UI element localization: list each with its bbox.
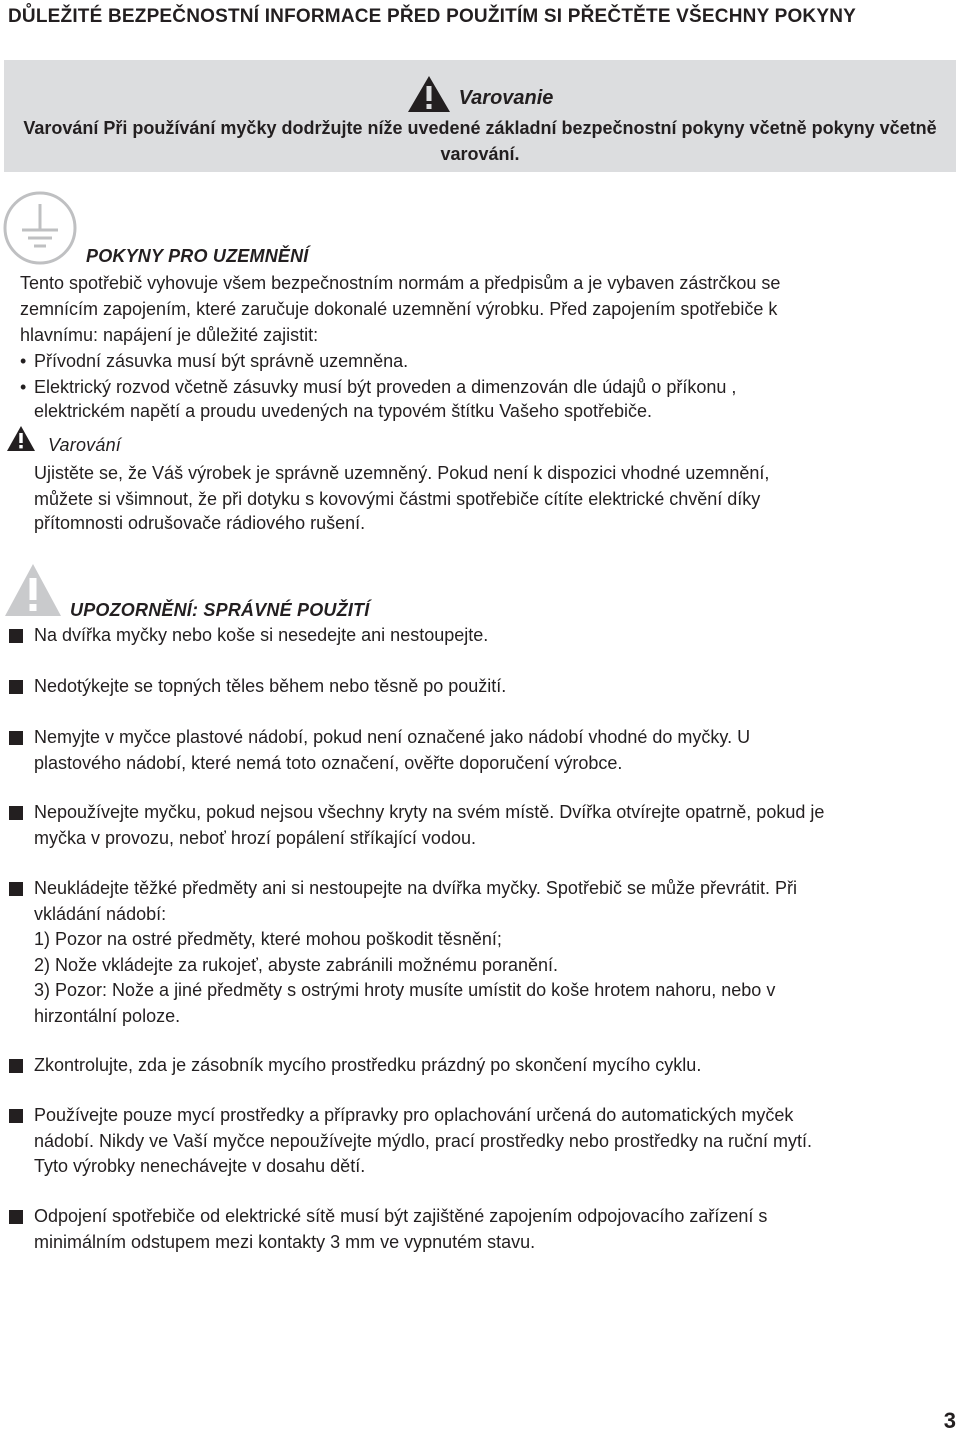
bullet-square	[9, 731, 23, 745]
page-title: DŮLEŽITÉ BEZPEČNOSTNÍ INFORMACE PŘED POUŽITÍM SI PŘEČTĚTE VŠECHNY POKYNY	[8, 6, 857, 27]
warning-box-text: Varování Při používání myčky dodržujte níže uvedené základní bezpečnostní pokyny včetně pokyny včetně varování.	[23, 118, 937, 164]
caution-triangle-icon	[4, 562, 62, 618]
list-item-line: Odpojení spotřebiče od elektrické sítě musí být zajištěné zapojením odpojovacího zařízení s	[34, 1206, 768, 1226]
list-item	[34, 1053, 958, 1079]
grounding-bullet: elektrickém napětí a proudu uvedených na typovém štítku Vašeho spotřebiče.	[34, 401, 653, 421]
grounding-warning-line: přítomnosti odrušovače rádiového rušení.	[34, 513, 366, 533]
bullet-dot: •	[20, 377, 27, 397]
list-item-line: Tyto výrobky nenechávejte v dosahu dětí.	[34, 1156, 366, 1176]
usage-title: UPOZORNĚNÍ: SPRÁVNÉ POUŽITÍ	[70, 600, 370, 620]
list-item-line: myčka v provozu, neboť hrozí popálení stříkající vodou.	[34, 827, 476, 848]
bullet-dot: •	[20, 351, 27, 371]
list-item	[34, 800, 958, 851]
list-item-line: Používejte pouze mycí prostředky a přípravky pro oplachování určená do automatických myček	[34, 1105, 794, 1125]
list-item-line: minimálním odstupem mezi kontakty 3 mm ve vypnutém stavu.	[34, 1231, 536, 1252]
warning-box-heading: Varovanie	[458, 87, 554, 109]
ground-symbol-icon	[2, 190, 78, 266]
page-number: 3	[943, 1408, 956, 1433]
grounding-title: POKYNY PRO UZEMNĚNÍ	[86, 246, 309, 266]
grounding-line: Tento spotřebič vyhovuje všem bezpečnostním normám a předpisům a je vybaven zástrčkou se	[20, 273, 781, 293]
list-item	[34, 623, 958, 649]
bullet-square	[9, 629, 23, 643]
list-item-line: Nedotýkejte se topných těles během nebo těsně po použití.	[34, 676, 507, 696]
warning-box-heading-row	[4, 74, 956, 114]
list-item-line: Nepoužívejte myčku, pokud nejsou všechny kryty na svém místě. Dvířka otvírejte opatrně, pokud je	[34, 802, 825, 822]
list-item	[34, 725, 958, 776]
grounding-warning-heading: Varování	[48, 435, 121, 455]
bullet-square	[9, 1210, 23, 1224]
list-item	[34, 1204, 958, 1255]
list-item-line: nádobí. Nikdy ve Vaší myčce nepoužívejte mýdlo, prací prostředky nebo prostředky na ruční mytí.	[34, 1130, 813, 1151]
list-item	[34, 674, 958, 700]
list-item	[34, 1103, 958, 1180]
bullet-square	[9, 1059, 23, 1073]
bullet-square	[9, 1109, 23, 1123]
list-item-line: vkládání nádobí:	[34, 903, 167, 924]
list-item-line: Zkontrolujte, zda je zásobník mycího prostředku prázdný po skončení mycího cyklu.	[34, 1055, 702, 1075]
bullet-square	[9, 680, 23, 694]
warning-triangle-icon	[6, 425, 36, 453]
list-item-line: Neukládejte těžké předměty ani si nestoupejte na dvířka myčky. Spotřebič se může převrátit. Při	[34, 878, 798, 898]
warning-box	[4, 60, 956, 172]
list-item-line: 2) Nože vkládejte za rukojeť, abyste zabránili možnému poranění.	[34, 954, 559, 975]
list-item-line: 1) Pozor na ostré předměty, které mohou poškodit těsnění;	[34, 929, 502, 949]
list-item-line: 3) Pozor: Nože a jiné předměty s ostrými hroty musíte umístit do koše hrotem nahoru, nebo v	[34, 980, 776, 1000]
bullet-square	[9, 882, 23, 896]
grounding-bullet: Přívodní zásuvka musí být správně uzemněna.	[34, 351, 409, 371]
warning-triangle-icon	[407, 74, 451, 114]
list-item	[34, 876, 958, 1029]
list-item-line: Na dvířka myčky nebo koše si nesedejte ani nestoupejte.	[34, 625, 489, 645]
grounding-warning-line: Ujistěte se, že Váš výrobek je správně uzemněný. Pokud není k dispozici vhodné uzemnění,	[34, 463, 770, 483]
grounding-line: hlavnímu: napájení je důležité zajistit:	[20, 325, 319, 345]
list-item-line: hirzontální poloze.	[34, 1005, 181, 1026]
grounding-line: zemnícím zapojením, které zaručuje dokonalé uzemnění výrobku. Před zapojením spotřebiče k	[20, 299, 778, 319]
list-item-line: plastového nádobí, které nemá toto označení, ověřte doporučení výrobce.	[34, 752, 623, 773]
bullet-square	[9, 806, 23, 820]
grounding-bullet: Elektrický rozvod včetně zásuvky musí být proveden a dimenzován dle údajů o příkonu ,	[34, 377, 737, 397]
list-item-line: Nemyjte v myčce plastové nádobí, pokud není označené jako nádobí vhodné do myčky. U	[34, 727, 751, 747]
grounding-warning-line: můžete si všimnout, že při dotyku s kovovými částmi spotřebiče cítíte elektrické chvění díky	[34, 489, 761, 509]
